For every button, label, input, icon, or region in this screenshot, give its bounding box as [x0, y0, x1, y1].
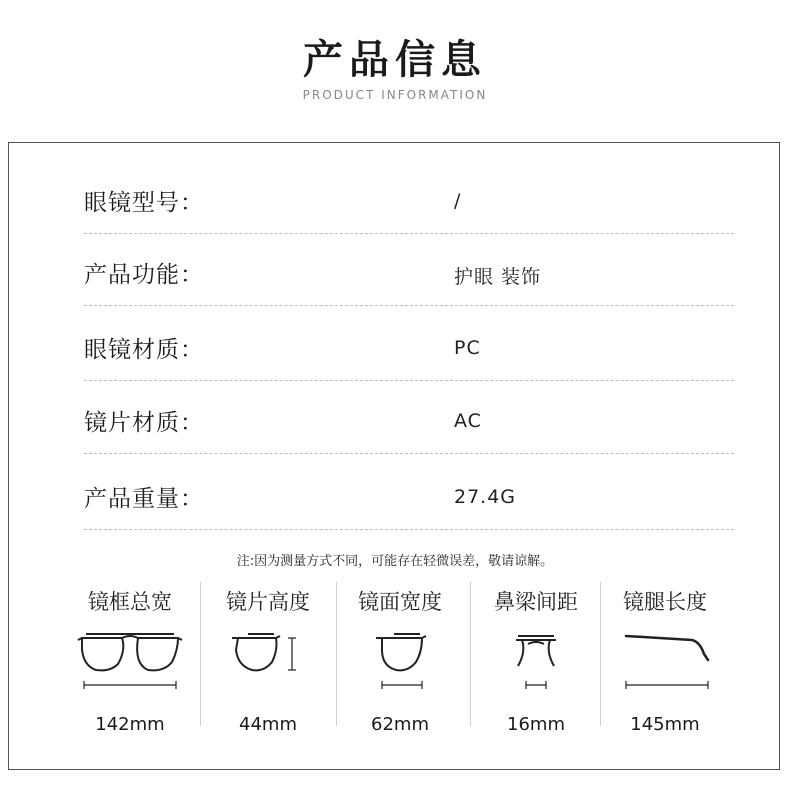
- page-title: 产品信息: [303, 37, 487, 83]
- measure-value: 145mm: [630, 714, 700, 735]
- row-divider: [84, 453, 734, 454]
- measure-value: 44mm: [239, 714, 297, 735]
- measure-bridge-width: [486, 582, 586, 752]
- measure-value: 62mm: [371, 714, 429, 735]
- frame-width-icon: [70, 626, 190, 696]
- measure-frame-width: [70, 582, 190, 752]
- measure-temple-length: [610, 582, 720, 752]
- spec-row-lens-material: [84, 382, 734, 454]
- column-divider: [200, 582, 201, 726]
- spec-label: 眼镜型号：: [84, 190, 204, 216]
- temple-length-icon: [610, 626, 720, 696]
- measure-label: 镜面宽度: [358, 590, 442, 614]
- row-divider: [84, 380, 734, 381]
- measure-value: 142mm: [95, 714, 165, 735]
- spec-row-function: [84, 234, 734, 306]
- spec-row-weight: [84, 458, 734, 530]
- bridge-width-icon: [486, 626, 586, 696]
- measure-label: 镜框总宽: [88, 590, 172, 614]
- row-divider: [84, 305, 734, 306]
- measurement-note: 注:因为测量方式不同，可能存在轻微误差，敬请谅解。: [236, 554, 554, 569]
- measure-label: 鼻梁间距: [494, 590, 578, 614]
- column-divider: [600, 582, 601, 726]
- lens-height-icon: [218, 626, 318, 696]
- column-divider: [470, 582, 471, 726]
- measure-label: 镜片高度: [226, 590, 310, 614]
- spec-label: 产品功能：: [84, 262, 204, 288]
- row-divider: [84, 529, 734, 530]
- page-subtitle: PRODUCT INFORMATION: [302, 88, 488, 102]
- lens-width-icon: [350, 626, 450, 696]
- spec-value: 27.4G: [454, 486, 517, 508]
- spec-row-model: [84, 162, 734, 234]
- measure-value: 16mm: [507, 714, 565, 735]
- spec-value: AC: [454, 410, 482, 432]
- spec-value: PC: [454, 337, 481, 359]
- measure-lens-height: [218, 582, 318, 752]
- spec-label: 镜片材质：: [84, 410, 204, 436]
- spec-row-frame-material: [84, 309, 734, 381]
- column-divider: [336, 582, 337, 726]
- spec-label: 眼镜材质：: [84, 337, 204, 363]
- spec-value: /: [454, 190, 462, 212]
- spec-value: 护眼 装饰: [454, 266, 542, 288]
- measure-label: 镜腿长度: [623, 590, 707, 614]
- spec-label: 产品重量：: [84, 486, 204, 512]
- measure-lens-width: [350, 582, 450, 752]
